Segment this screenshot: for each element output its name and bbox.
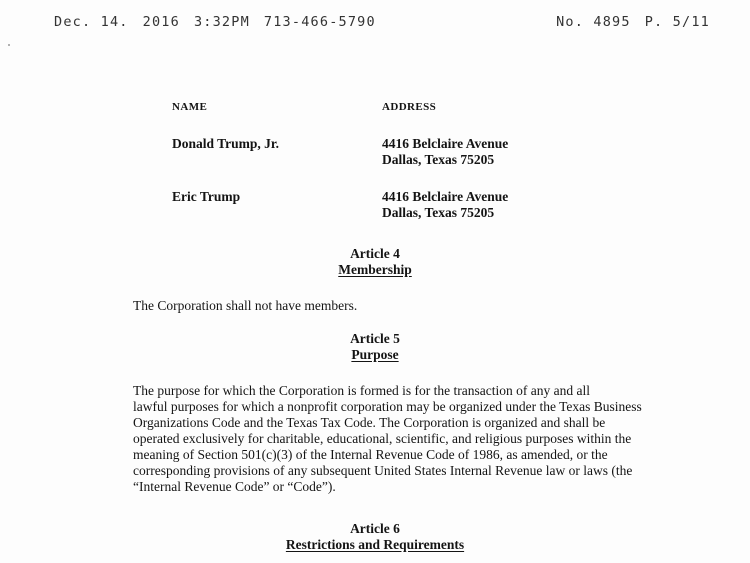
address-line-1: 4416 Belclaire Avenue	[382, 189, 509, 204]
fax-header-left	[54, 14, 390, 30]
article-6-heading	[0, 521, 750, 553]
address-line-2: Dallas, Texas 75205	[382, 152, 495, 167]
scan-speck	[8, 44, 10, 46]
article-4-body: The Corporation shall not have members.	[133, 298, 358, 313]
person-address	[382, 189, 592, 221]
address-line-2: Dallas, Texas 75205	[382, 205, 495, 220]
address-line-1: 4416 Belclaire Avenue	[382, 136, 509, 151]
paragraph-line: “Internal Revenue Code” or “Code”).	[133, 479, 336, 494]
article-5-body	[133, 383, 661, 495]
address-column-header: ADDRESS	[382, 101, 437, 113]
fax-header	[40, 14, 710, 36]
article-5-heading	[0, 331, 750, 363]
article-4-heading	[0, 246, 750, 278]
fax-phone: 713-466-5790	[263, 14, 376, 30]
paragraph-line: lawful purposes for which a nonprofit corporation may be organized under the Texas Business	[133, 399, 642, 414]
person-name: Eric Trump	[172, 189, 241, 204]
person-name: Donald Trump, Jr.	[172, 136, 280, 151]
fax-number: No. 4895	[556, 14, 631, 30]
article-subtitle: Restrictions and Requirements	[285, 537, 465, 552]
article-title: Article 5	[350, 331, 400, 346]
fax-year: 2016	[142, 14, 180, 30]
name-column-header: NAME	[172, 101, 208, 113]
fax-time: 3:32PM	[193, 14, 250, 30]
article-subtitle: Membership	[338, 262, 412, 277]
fax-page: P. 5/11	[644, 14, 710, 30]
article-title: Article 4	[350, 246, 400, 261]
paragraph-line: corresponding provisions of any subsequent United States Internal Revenue law or laws (the	[133, 463, 633, 478]
paragraph-line: The purpose for which the Corporation is formed is for the transaction of any and all	[133, 383, 590, 398]
article-title: Article 6	[350, 521, 400, 536]
person-address	[382, 136, 592, 168]
article-subtitle: Purpose	[351, 347, 399, 362]
paragraph-line: meaning of Section 501(c)(3) of the Internal Revenue Code of 1986, as amended, or the	[133, 447, 608, 462]
fax-header-right	[556, 14, 710, 30]
paragraph-line: operated exclusively for charitable, educational, scientific, and religious purposes within the	[133, 431, 632, 446]
fax-date: Dec. 14.	[54, 14, 129, 30]
paragraph-line: Organizations Code and the Texas Tax Code. The Corporation is organized and shall be	[133, 415, 606, 430]
